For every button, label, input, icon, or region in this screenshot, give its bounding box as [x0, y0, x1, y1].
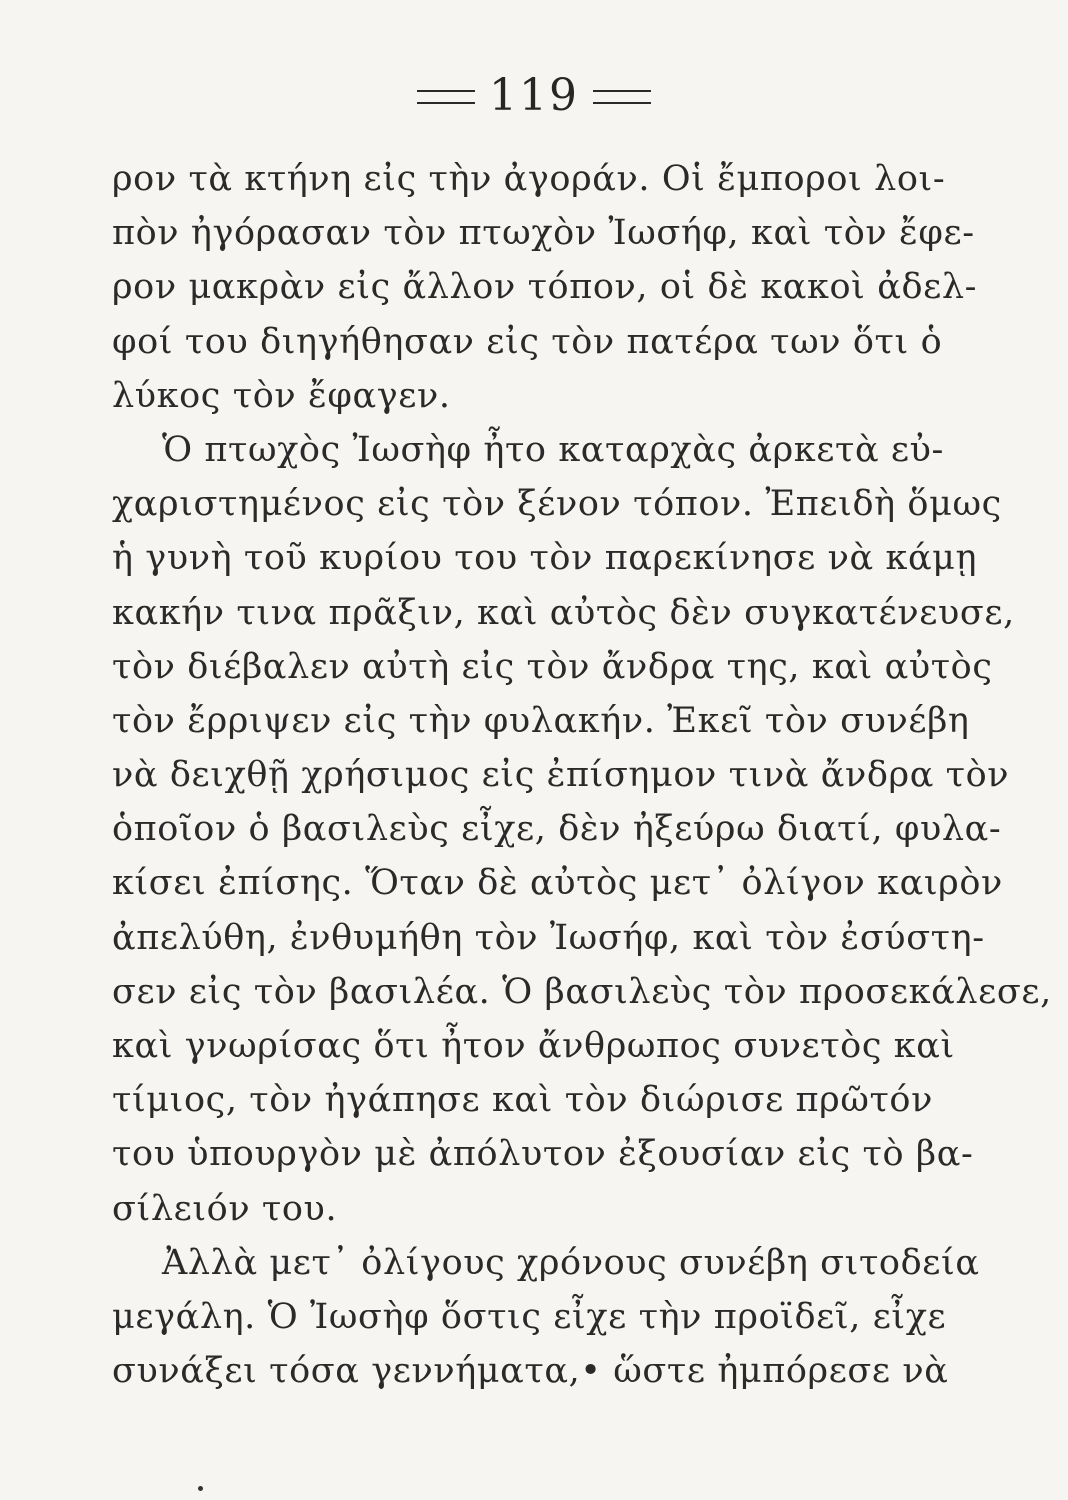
- text-line: ρον μακρὰν εἰς ἄλλον τόπον, οἱ δὲ κακοὶ ἀδελ-: [112, 267, 978, 308]
- text-line: ἀπελύθη, ἐνθυμήθη τὸν Ἰωσήφ, καὶ τὸν ἐσύστη-: [112, 917, 985, 958]
- text-line: μεγάλη. Ὁ Ἰωσὴφ ὅστις εἶχε τὴν προϊδεῖ, εἶχε: [112, 1296, 947, 1337]
- text-line: ἡ γυνὴ τοῦ κυρίου του τὸν παρεκίνησε νὰ κάμῃ: [112, 538, 978, 579]
- page-number: 119: [489, 70, 579, 121]
- page-body: [112, 152, 1052, 1398]
- text-line: φοί του διηγήθησαν εἰς τὸν πατέρα των ὅτι ὁ: [112, 321, 943, 362]
- text-line: καὶ γνωρίσας ὅτι ἦτον ἄνθρωπος συνετὸς καὶ: [112, 1026, 955, 1066]
- text-line: χαριστημένος εἰς τὸν ξένον τόπον. Ἐπειδὴ ὅμως: [112, 484, 1002, 525]
- text-line: ρον τὰ κτήνη εἰς τὴν ἀγοράν. Οἱ ἔμποροι λοι-: [112, 159, 946, 199]
- text-line: σίλειόν του.: [112, 1188, 338, 1229]
- page-header: [0, 70, 1068, 121]
- text-line: κακήν τινα πρᾶξιν, καὶ αὐτὸς δὲν συγκατένευσε,: [112, 592, 1015, 633]
- ink-speck: [198, 1486, 203, 1491]
- text-line: συνάξει τόσα γεννήματα,• ὥστε ἠμπόρεσε νὰ: [112, 1351, 949, 1392]
- text-line: πὸν ἠγόρασαν τὸν πτωχὸν Ἰωσήφ, καὶ τὸν ἔφε-: [112, 213, 975, 254]
- text-line: τὸν ἔρριψεν εἰς τὴν φυλακήν. Ἐκεῖ τὸν συνέβη: [112, 700, 970, 741]
- text-line: του ὑπουργὸν μὲ ἀπόλυτον ἐξουσίαν εἰς τὸ βα-: [112, 1134, 974, 1175]
- header-rule-left: [417, 90, 475, 104]
- text-line: νὰ δειχθῇ χρήσιμος εἰς ἐπίσημον τινὰ ἄνδρα τὸν: [112, 755, 1010, 796]
- header-rule-right: [593, 90, 651, 104]
- text-line: Ἀλλὰ μετ᾽ ὀλίγους χρόνους συνέβη σιτοδεία: [162, 1242, 980, 1283]
- text-line: σεν εἰς τὸν βασιλέα. Ὁ βασιλεὺς τὸν προσεκάλεσε,: [112, 971, 1052, 1012]
- text-line: τὸν διέβαλεν αὐτὴ εἰς τὸν ἄνδρα της, καὶ αὐτὸς: [112, 646, 993, 687]
- text-line: ὁποῖον ὁ βασιλεὺς εἶχε, δὲν ἠξεύρω διατί, φυλα-: [112, 809, 1002, 850]
- text-line: κίσει ἐπίσης. Ὅταν δὲ αὐτὸς μετ᾽ ὀλίγον καιρὸν: [112, 863, 1003, 904]
- text-line: τίμιος, τὸν ἠγάπησε καὶ τὸν διώρισε πρῶτόν: [112, 1080, 933, 1121]
- text-line: Ὁ πτωχὸς Ἰωσὴφ ἦτο καταρχὰς ἀρκετὰ εὐ-: [162, 429, 944, 470]
- text-line: λύκος τὸν ἔφαγεν.: [112, 375, 451, 416]
